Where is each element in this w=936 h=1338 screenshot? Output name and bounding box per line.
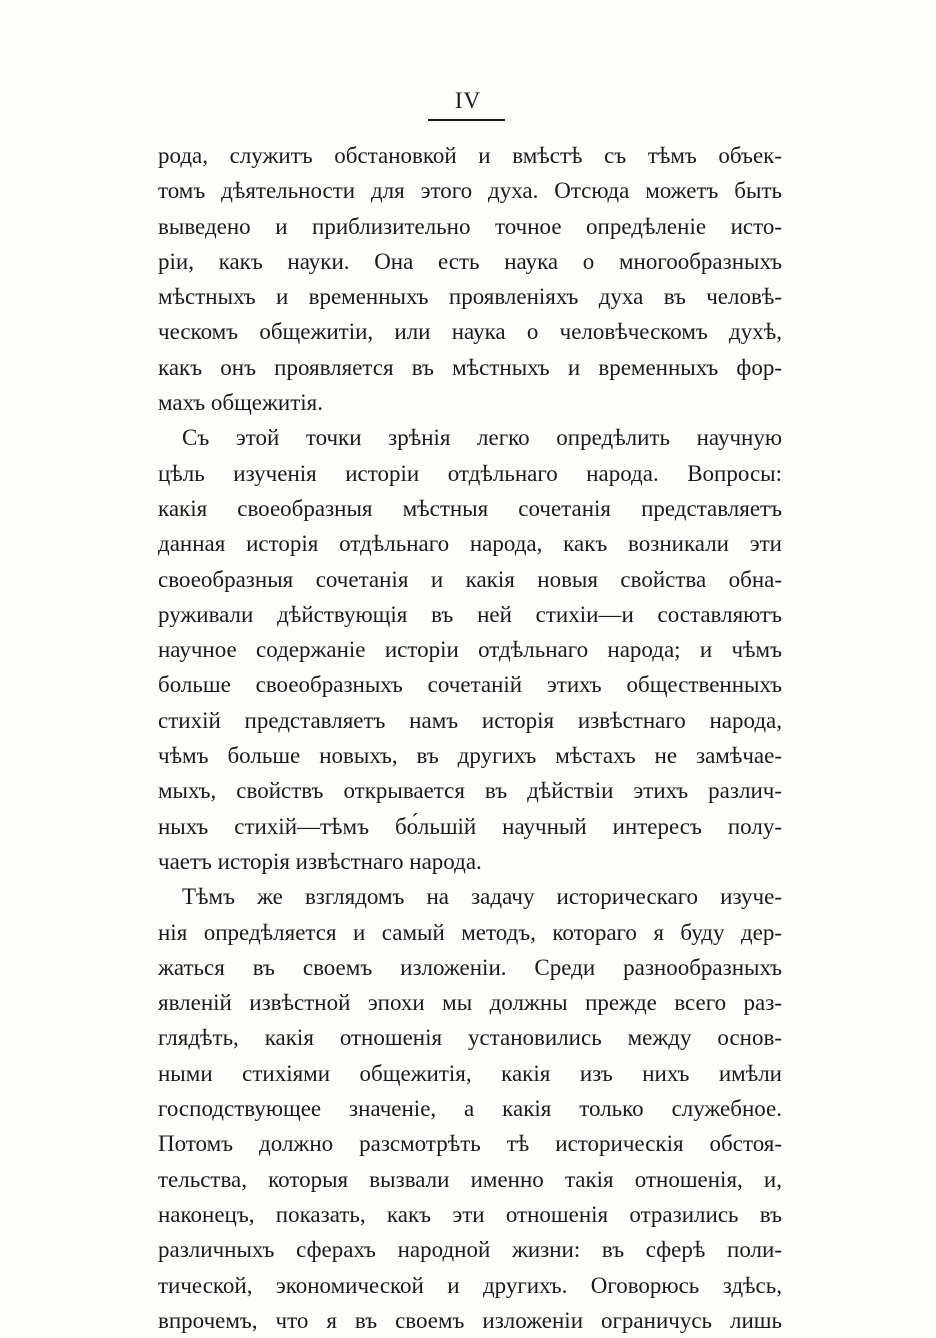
text-line: ріи, какъ науки. Она есть наука о многообразныхъ [158,248,782,274]
text-line: господствующее значеніе, а какія только служебное. [158,1096,782,1122]
text-line: томъ дѣятельности для этого духа. Отсюда можетъ быть [158,178,782,204]
text-line: какъ онъ проявляется въ мѣстныхъ и временныхъ фор- [158,354,782,380]
text-line: какія своеобразныя мѣстныя сочетанія представляетъ [158,495,782,521]
text-line: тельства, которыя вызвали именно такія отношенія, и, [158,1166,782,1192]
page-number-rule [428,119,505,121]
text-line: Потомъ должно разсмотрѣть тѣ историческія обстоя- [158,1131,782,1157]
text-line: выведено и приблизительно точное опредѣленіе исто- [158,213,782,239]
text-line: ными стихіями общежитія, какія изъ нихъ имѣли [158,1060,782,1086]
text-line: данная исторія отдѣльнаго народа, какъ возникали эти [158,531,782,557]
text-line: нія опредѣляется и самый методъ, котораго я буду дер- [158,919,782,945]
text-line: чаетъ исторія извѣстнаго народа. [158,848,482,874]
text-line: руживали дѣйствующія въ ней стихіи—и составляютъ [158,601,782,627]
text-line: своеобразныя сочетанія и какія новыя свойства обна- [158,566,782,592]
text-line: мѣстныхъ и временныхъ проявленіяхъ духа въ человѣ- [158,284,782,310]
text-line: Тѣмъ же взглядомъ на задачу историческаго изуче- [182,884,782,910]
text-line: наконецъ, показать, какъ эти отношенія отразились въ [158,1201,782,1227]
text-line: махъ общежитія. [158,390,323,416]
text-line: цѣль изученія исторіи отдѣльнаго народа. Вопросы: [158,460,782,486]
text-line: явленій извѣстной эпохи мы должны прежде всего раз- [158,990,782,1016]
text-line: больше своеобразныхъ сочетаній этихъ общественныхъ [158,672,782,698]
text-line: мыхъ, свойствъ открывается въ дѣйствіи этихъ различ- [158,778,782,804]
paragraph-3 [158,879,782,1338]
text-line: ческомъ общежитіи, или наука о человѣческомъ духѣ, [158,319,782,345]
page-number: IV [454,88,482,113]
text-line: различныхъ сферахъ народной жизни: въ сферѣ поли- [158,1237,782,1263]
text-line: научное содержаніе исторіи отдѣльнаго народа; и чѣмъ [158,637,782,663]
text-line: чѣмъ больше новыхъ, въ другихъ мѣстахъ не замѣчае- [158,743,782,769]
text-line: стихій представляетъ намъ исторія извѣстнаго народа, [158,707,782,733]
text-line: жаться въ своемъ изложеніи. Среди разнообразныхъ [158,954,782,980]
text-line: тической, экономической и другихъ. Оговорюсь здѣсь, [158,1272,782,1298]
text-line: ныхъ стихій—тѣмъ бо́льшій научный интересъ полу- [158,813,782,839]
text-line: Съ этой точки зрѣнія легко опредѣлить научную [182,425,782,451]
text-line: рода, служитъ обстановкой и вмѣстѣ съ тѣмъ объек- [158,143,782,168]
body-text [158,138,782,1338]
paragraph-2 [158,420,782,879]
paragraph-1 [158,138,782,420]
text-line: впрочемъ, что я въ своемъ изложеніи ограничусь лишь [158,1307,782,1333]
text-line: глядѣть, какія отношенія установились между основ- [158,1025,782,1051]
